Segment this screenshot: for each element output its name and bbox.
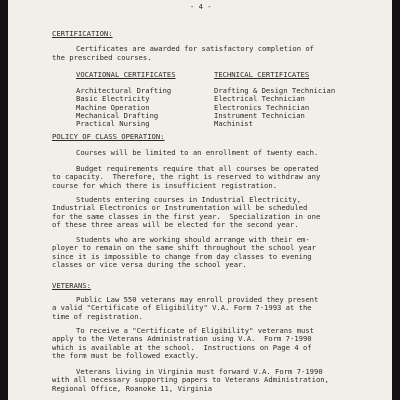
paragraph-line: Regional Office, Roanoke 11, Virginia [52,383,213,393]
paragraph-line: apply to the Veterans Administration using V.A. Form 7-1990 [52,334,312,344]
list-item: Electrical Technician [214,94,305,104]
paragraph-line: to capacity. Therefore, the right is reserved to withdraw any [52,172,321,182]
paragraph-line: the form must be followed exactly. [52,350,200,360]
page-content [14,0,386,400]
policy-paragraph-2 [52,165,320,190]
paragraph-line: classes or vice versa during the school year. [52,259,247,269]
paragraph-line: Students who are working should arrange with their em- [76,235,310,244]
list-item: Machinist [214,119,253,129]
veterans-paragraph-2 [52,327,314,360]
paragraph-line: time of registration. [52,311,143,321]
paragraph-line: Students entering courses in Industrial Electricity, [76,195,302,204]
paragraph-line: Veterans living in Virginia must forward V.A. Form 7-1990 [76,367,323,376]
paragraph-line: Public Law 550 veterans may enroll provided they present [76,295,319,304]
certification-heading: CERTIFICATION: [52,29,113,38]
paragraph-line: Budget requirements require that all courses be operated [76,164,319,173]
list-item: Architectural Drafting [76,86,172,95]
veterans-paragraph-3 [52,368,329,393]
policy-heading: POLICY OF CLASS OPERATION: [52,132,165,141]
list-item: Mechanical Drafting [76,110,159,120]
vocational-certificates-heading: VOCATIONAL CERTIFICATES [76,70,176,79]
paragraph-line: Industrial Electronics or Instrumentation will be scheduled [52,203,308,213]
paragraph-line: with all necessary supporting papers to Veterans Administration, [52,375,329,385]
paragraph-line: To receive a "Certificate of Eligibility" veterans must [76,326,314,335]
policy-paragraph-3 [52,196,320,229]
technical-certificates-heading: TECHNICAL CERTIFICATES [214,70,310,79]
paragraph-line: which is available at the school. Instructions on Page 4 of [52,342,312,352]
policy-paragraph-1: Courses will be limited to an enrollment of twenty each. [76,148,319,157]
paragraph-line: for the same classes in the first year. Specialization in one [52,211,321,221]
page-number: - 4 - [190,2,212,11]
veterans-paragraph-1 [52,296,318,321]
paragraph-line: course for which there is insufficient registration. [52,180,278,190]
paragraph-line: of these three areas will be elected for the second year. [52,219,299,229]
list-item: Machine Operation [76,102,150,112]
policy-paragraph-4 [52,236,316,269]
paragraph-line: ployer to remain on the same shift throughout the school year [52,243,316,253]
paragraph-line: a valid "Certificate of Eligibility" V.A. Form 7-1993 at the [52,303,312,313]
document-page [8,0,392,400]
list-item: Electronics Technician [214,102,310,112]
list-item: Drafting & Design Technician [214,86,336,95]
paragraph-line: since it is impossible to change from day classes to evening [52,251,312,261]
technical-certificates-list [214,87,335,128]
list-item: Practical Nursing [76,119,150,129]
certification-intro-line-2: the prescribed courses. [52,53,152,62]
list-item: Basic Electricity [76,94,150,104]
veterans-heading: VETERANS: [52,281,91,290]
certification-intro-line-1: Certificates are awarded for satisfactory completion of [76,44,314,53]
vocational-certificates-list [76,87,171,128]
list-item: Instrument Technician [214,110,305,120]
